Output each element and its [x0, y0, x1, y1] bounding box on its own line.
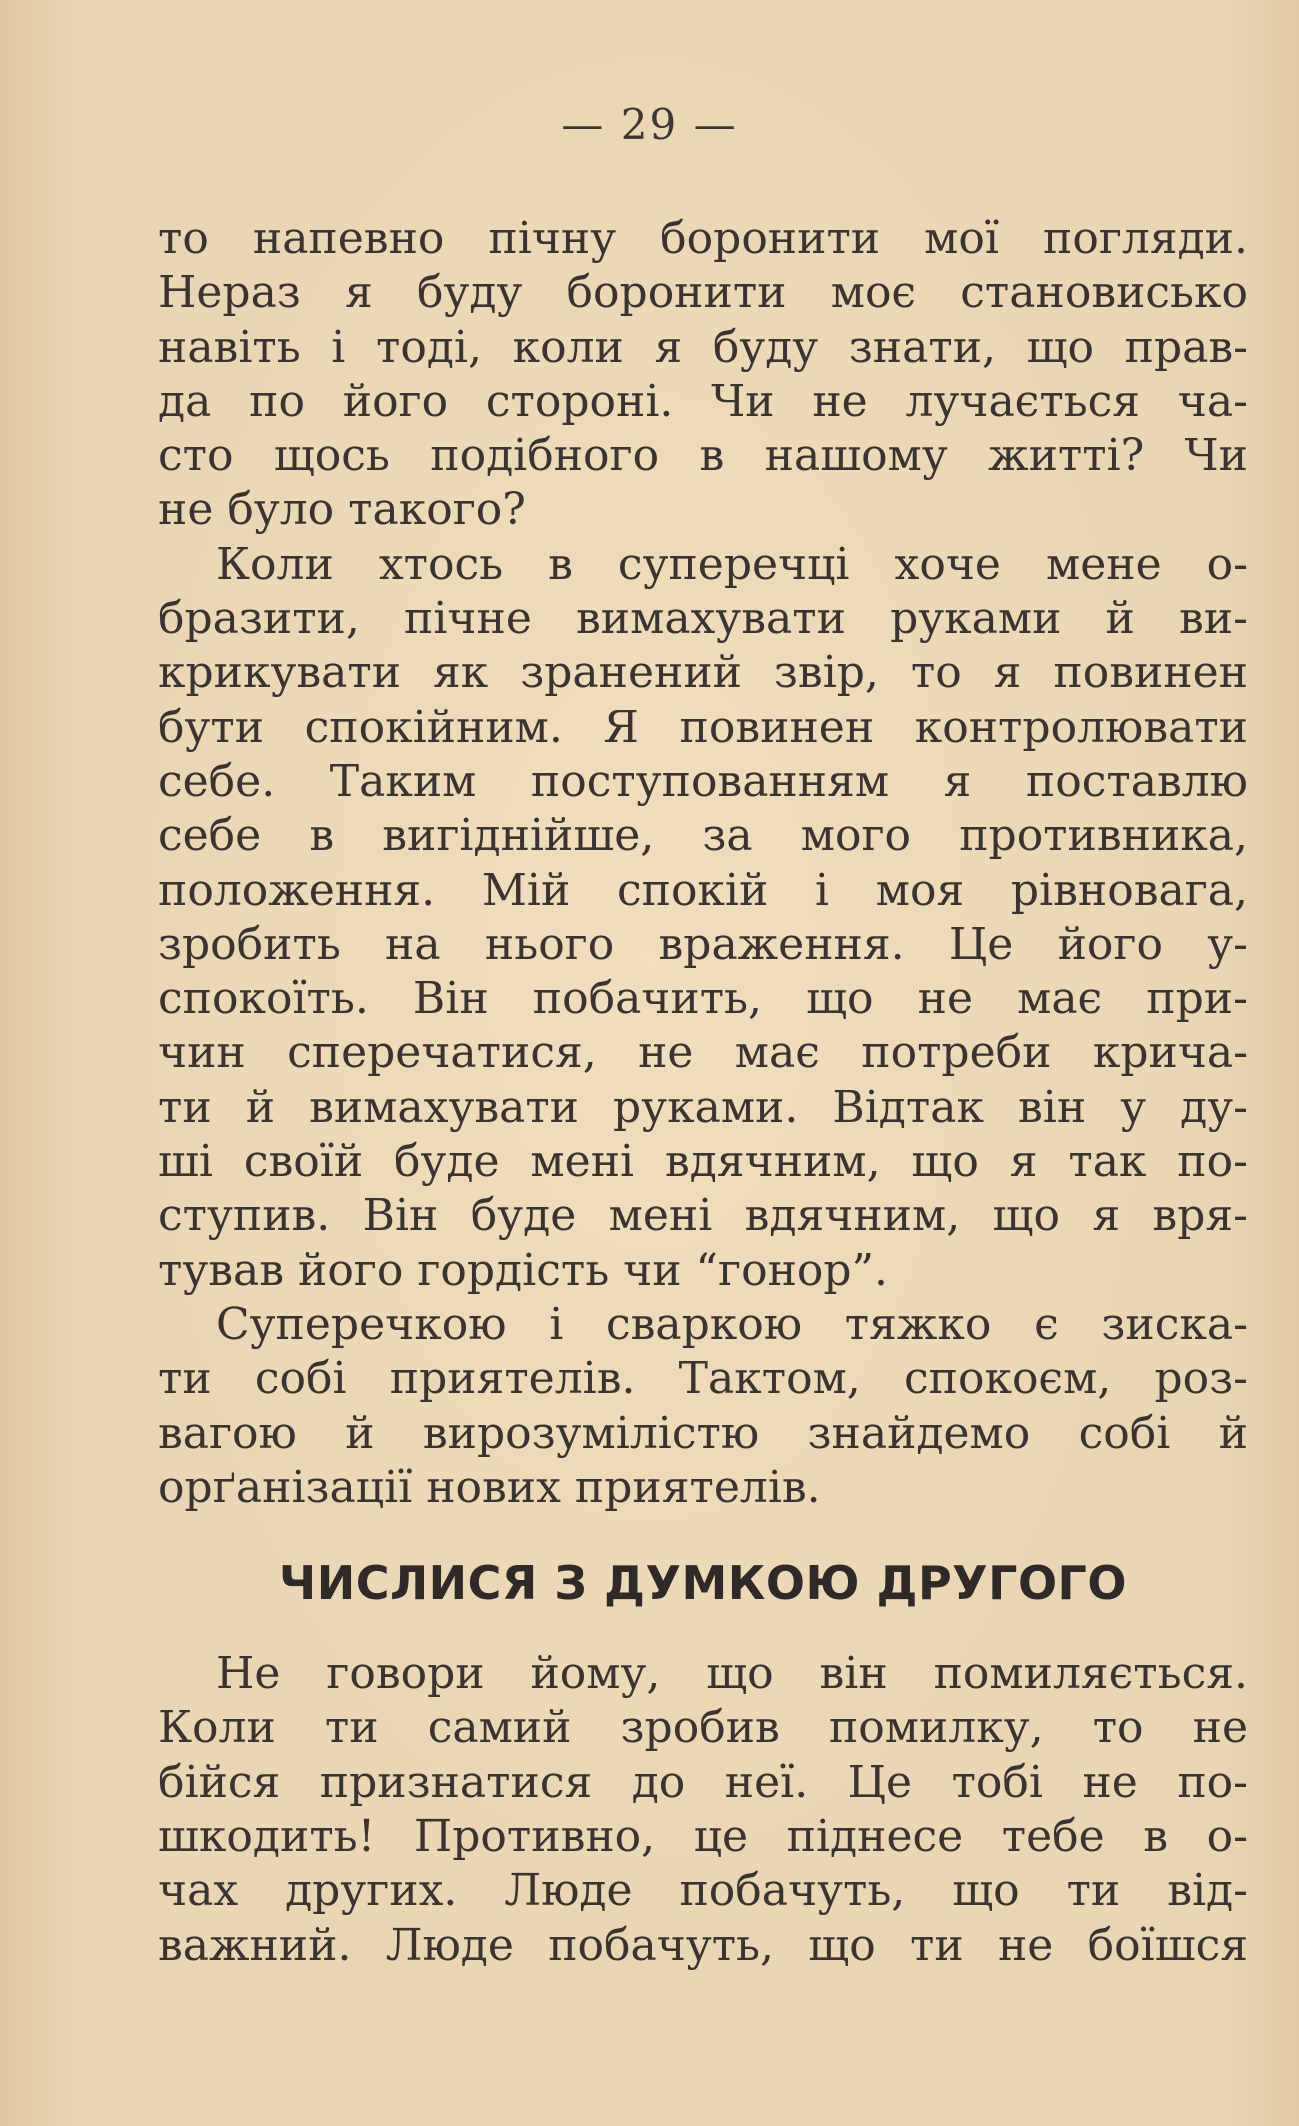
text-line: то напевно пічну боронити мої погляди. — [158, 213, 1248, 264]
text-line: крикувати як зранений звір, то я повинен — [158, 647, 1248, 699]
text-line: бразити, пічне вимахувати руками й ви- — [158, 593, 1248, 645]
text-line: важний. Люде побачуть, що ти не боїшся — [158, 1919, 1248, 1971]
text-line: Суперечкою і сваркою тяжко є зиска- — [216, 1298, 1248, 1350]
text-line: себе в вигіднійше, за мого противника, — [158, 810, 1248, 862]
text-line: тував його гордість чи “гонор”. — [158, 1244, 889, 1296]
text-line: навіть і тоді, коли я буду знати, що прав- — [158, 321, 1248, 373]
text-line: ступив. Він буде мені вдячним, що я вря- — [158, 1190, 1248, 1242]
text-line: ти й вимахувати руками. Відтак він у ду- — [158, 1081, 1248, 1133]
text-line: ти собі приятелів. Тактом, спокоєм, роз- — [158, 1353, 1248, 1405]
page-body — [158, 212, 1248, 1973]
text-line: не було такого? — [158, 484, 526, 536]
section-heading: ЧИСЛИСЯ З ДУМКОЮ ДРУГОГО — [279, 1556, 1127, 1611]
paragraph-2 — [158, 538, 1248, 1298]
text-line: Коли хтось в суперечці хоче мене о- — [216, 538, 1248, 590]
text-line: чин сперечатися, не має потреби крича- — [158, 1027, 1248, 1079]
paragraph-3 — [158, 1298, 1248, 1515]
text-line: Нераз я буду боронити моє становисько — [158, 267, 1248, 319]
text-line: ші своїй буде мені вдячним, що я так по- — [158, 1136, 1248, 1188]
text-line: чах других. Люде побачуть, що ти від- — [158, 1865, 1248, 1917]
page-number: — 29 — — [561, 100, 738, 149]
text-line: Не говори йому, що він помиляється. — [216, 1648, 1248, 1700]
text-line: Коли ти самий зробив помилку, то не — [158, 1702, 1248, 1754]
text-line: спокоїть. Він побачить, що не має при- — [158, 973, 1248, 1025]
paragraph-1 — [158, 212, 1248, 538]
text-line: себе. Таким поступованням я поставлю — [158, 755, 1248, 807]
text-line: орґанізації нових приятелів. — [158, 1461, 821, 1513]
text-line: зробить на нього враження. Це його у- — [158, 918, 1248, 970]
text-line: сто щось подібного в нашому житті? Чи — [158, 430, 1248, 482]
text-line: шкодить! Противно, це піднесе тебе в о- — [158, 1811, 1248, 1863]
paragraph-4 — [158, 1647, 1248, 1973]
text-line: бути спокійним. Я повинен контролювати — [158, 701, 1248, 753]
text-line: положення. Мій спокій і моя рівновага, — [158, 864, 1248, 916]
text-line: бійся признатися до неї. Це тобі не по- — [158, 1756, 1248, 1808]
text-line: вагою й вирозумілістю знайдемо собі й — [158, 1407, 1248, 1459]
text-line: да по його стороні. Чи не лучається ча- — [158, 375, 1248, 427]
